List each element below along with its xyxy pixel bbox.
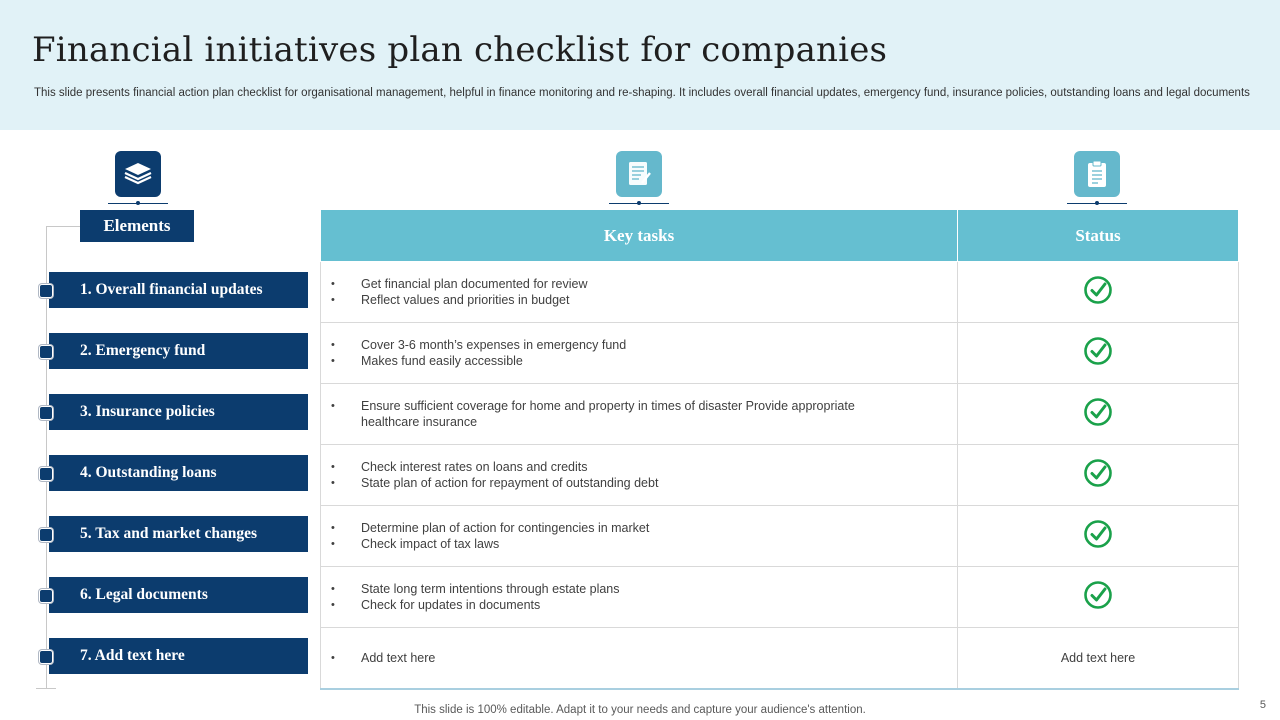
status-cell — [958, 384, 1239, 445]
task-item: • Makes fund easily accessible — [331, 353, 957, 369]
key-tasks-cell — [321, 506, 958, 567]
element-marker — [39, 284, 53, 298]
elements-connector-top — [46, 226, 80, 227]
element-item: 1. Overall financial updates — [49, 272, 308, 308]
tasks-table — [320, 209, 1239, 690]
elements-heading: Elements — [80, 210, 194, 242]
table-row — [321, 567, 1239, 628]
task-item: • Ensure sufficient coverage for home and property in times of disaster Provide appropriate healthcare insurance — [331, 398, 957, 430]
task-item: • Check impact of tax laws — [331, 536, 957, 552]
icon-underline-dot — [637, 201, 641, 205]
task-item: • Check for updates in documents — [331, 597, 957, 613]
table-row — [321, 384, 1239, 445]
table-row — [321, 323, 1239, 384]
element-marker — [39, 467, 53, 481]
checkmark-icon — [1083, 414, 1113, 431]
icon-underline-dot — [136, 201, 140, 205]
task-item: • Check interest rates on loans and credits — [331, 459, 957, 475]
checkmark-icon — [1083, 292, 1113, 309]
element-marker — [39, 406, 53, 420]
element-item: 3. Insurance policies — [49, 394, 308, 430]
status-text: Add text here — [1060, 651, 1136, 665]
task-list — [331, 337, 957, 369]
task-list — [331, 581, 957, 613]
element-marker — [39, 345, 53, 359]
checkmark-icon — [1083, 597, 1113, 614]
key-tasks-cell — [321, 384, 958, 445]
checkmark-icon — [1083, 536, 1113, 553]
checkmark-icon — [1083, 353, 1113, 370]
element-marker — [39, 589, 53, 603]
page-title: Financial initiatives plan checklist for companies — [32, 30, 888, 70]
page-number: 5 — [1259, 699, 1266, 711]
elements-connector-end — [36, 688, 56, 689]
status-cell — [958, 567, 1239, 628]
table-header-row — [321, 210, 1239, 262]
task-item: • State plan of action for repayment of outstanding debt — [331, 475, 957, 491]
stacked-layers-icon — [115, 151, 161, 197]
element-item: 2. Emergency fund — [49, 333, 308, 369]
checkmark-icon — [1083, 475, 1113, 492]
task-list — [331, 398, 957, 430]
key-tasks-cell — [321, 567, 958, 628]
table-row — [321, 506, 1239, 567]
task-list — [331, 459, 957, 491]
element-marker — [39, 528, 53, 542]
icon-underline-dot — [1095, 201, 1099, 205]
footer-note: This slide is 100% editable. Adapt it to your needs and capture your audience's attention. — [414, 704, 866, 716]
status-cell — [958, 323, 1239, 384]
key-tasks-cell — [321, 445, 958, 506]
task-list — [331, 276, 957, 308]
page-subtitle: This slide presents financial action plan checklist for organisational management, helpful in finance monitoring and re-shaping. It includes overall financial updates, emergency fund, insurance policies, outstanding loans and legal documents — [34, 87, 1250, 99]
task-item: • Add text here — [331, 650, 957, 666]
status-cell — [958, 262, 1239, 323]
task-list — [331, 520, 957, 552]
element-item: 7. Add text here — [49, 638, 308, 674]
task-item: • Reflect values and priorities in budget — [331, 292, 957, 308]
task-item: • State long term intentions through estate plans — [331, 581, 957, 597]
header-band — [0, 0, 1280, 130]
table-row — [321, 445, 1239, 506]
element-item: 6. Legal documents — [49, 577, 308, 613]
task-item: • Get financial plan documented for review — [331, 276, 957, 292]
clipboard-icon — [1074, 151, 1120, 197]
key-tasks-header: Key tasks — [321, 210, 958, 262]
key-tasks-cell — [321, 323, 958, 384]
task-item: • Determine plan of action for contingencies in market — [331, 520, 957, 536]
task-item: • Cover 3-6 month’s expenses in emergency fund — [331, 337, 957, 353]
document-edit-icon — [616, 151, 662, 197]
table-row — [321, 262, 1239, 323]
key-tasks-cell — [321, 628, 958, 690]
table-row — [321, 628, 1239, 690]
key-tasks-cell — [321, 262, 958, 323]
element-item: 4. Outstanding loans — [49, 455, 308, 491]
status-cell — [958, 628, 1239, 690]
task-list — [331, 650, 957, 666]
status-cell — [958, 445, 1239, 506]
element-item: 5. Tax and market changes — [49, 516, 308, 552]
status-cell — [958, 506, 1239, 567]
element-marker — [39, 650, 53, 664]
status-header: Status — [958, 210, 1239, 262]
